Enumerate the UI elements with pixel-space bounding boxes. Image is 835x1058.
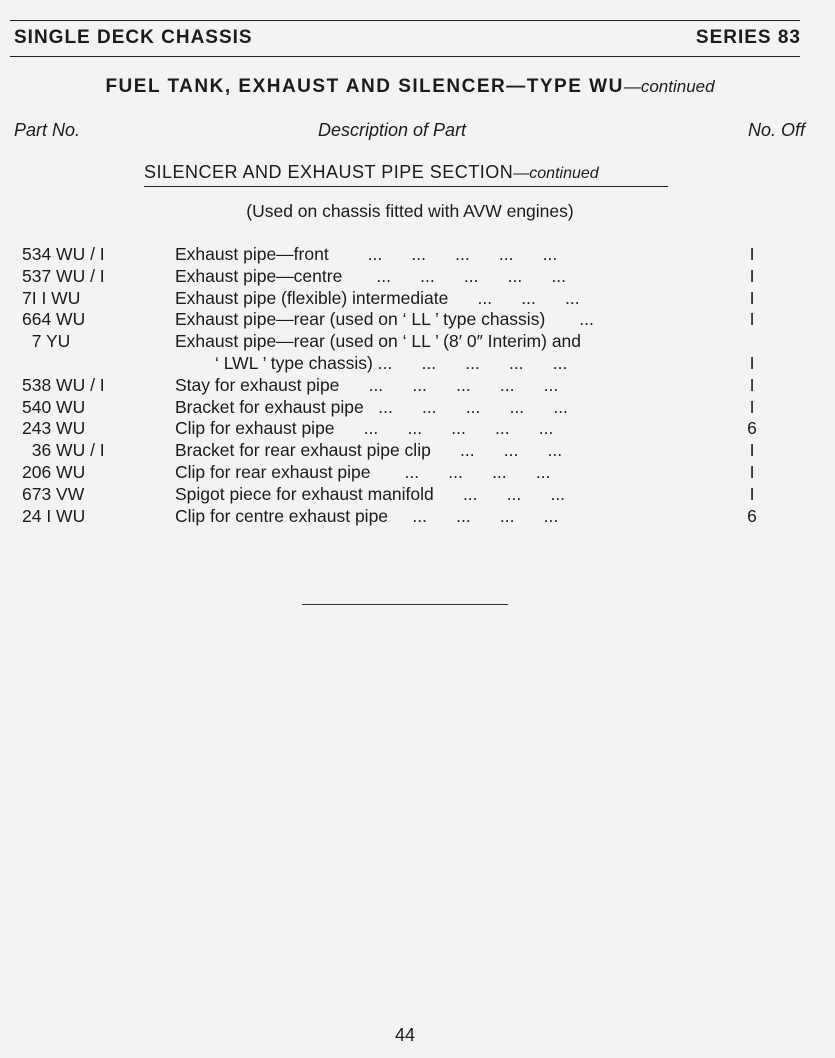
table-row <box>0 266 835 288</box>
section-title-main: SILENCER AND EXHAUST PIPE SECTION <box>144 162 514 182</box>
table-row <box>0 331 835 375</box>
part-description-continuation: ‘ LWL ’ type chassis) ... ... ... ... ... <box>215 352 568 373</box>
page-number: 44 <box>394 1025 416 1045</box>
part-description-line: Exhaust pipe—front ... ... ... ... ... <box>175 244 558 264</box>
part-number: 664 WU <box>22 309 86 330</box>
part-description <box>175 288 695 310</box>
part-number: 673 VW <box>22 483 85 504</box>
section-title-continued: —continued <box>513 165 599 182</box>
section-underline <box>144 186 668 187</box>
column-header-part-no: Part No. <box>14 120 81 140</box>
end-of-list-rule <box>302 604 508 605</box>
series-heading: SERIES 83 <box>695 27 801 48</box>
table-row <box>0 288 835 310</box>
quantity: I <box>749 309 755 330</box>
quantity: I <box>749 265 755 286</box>
page-title-continued: —continued <box>623 77 715 96</box>
page-title <box>0 76 820 98</box>
table-row <box>0 309 835 331</box>
quantity: I <box>749 287 755 308</box>
part-description <box>175 244 695 266</box>
part-description <box>175 506 695 528</box>
part-description-line: Exhaust pipe—rear (used on ‘ LL ’ (8′ 0″ Interim) and <box>175 331 582 352</box>
table-row <box>0 375 835 397</box>
part-number: 243 WU <box>22 418 86 439</box>
quantity: I <box>749 374 755 395</box>
page-title-main: FUEL TANK, EXHAUST AND SILENCER—TYPE WU <box>105 76 624 97</box>
header-top-rule <box>10 20 800 21</box>
section-title <box>144 162 599 183</box>
quantity: I <box>749 483 755 504</box>
part-description-line: Spigot piece for exhaust manifold ... ... ... <box>175 483 566 504</box>
column-header-description: Description of Part <box>318 120 467 140</box>
quantity: I <box>749 396 755 417</box>
part-number: 537 WU / I <box>22 265 105 286</box>
part-description-line: Bracket for rear exhaust pipe clip ... ... ... <box>175 440 563 461</box>
table-row <box>0 244 835 266</box>
part-number: 540 WU <box>22 396 86 417</box>
part-number: 36 WU / I <box>22 440 105 461</box>
part-description-line: Stay for exhaust pipe ... ... ... ... ... <box>175 374 559 395</box>
part-description-line: Bracket for exhaust pipe ... ... ... ... ... <box>175 396 568 417</box>
part-description-line: Exhaust pipe—centre ... ... ... ... ... <box>175 265 566 286</box>
part-number: 206 WU <box>22 461 86 482</box>
table-row <box>0 506 835 528</box>
quantity: I <box>749 461 755 482</box>
part-description <box>175 331 695 375</box>
quantity: 6 <box>747 418 757 439</box>
quantity: 6 <box>747 505 757 526</box>
header-bottom-rule <box>10 56 800 57</box>
table-row <box>0 462 835 484</box>
parts-list <box>0 244 835 527</box>
table-row <box>0 484 835 506</box>
part-number: 7I I WU <box>22 287 81 308</box>
part-description <box>175 440 695 462</box>
part-description-line: Clip for exhaust pipe ... ... ... ... ... <box>175 418 554 439</box>
part-number: 24 I WU <box>22 505 86 526</box>
part-description-line: Clip for centre exhaust pipe ... ... ... ... <box>175 505 559 526</box>
part-description <box>175 375 695 397</box>
part-description <box>175 397 695 419</box>
table-row <box>0 397 835 419</box>
section-note: (Used on chassis fitted with AVW engines) <box>246 201 574 221</box>
part-description-line: Clip for rear exhaust pipe ... ... ... ... <box>175 461 551 482</box>
quantity: I <box>749 352 755 373</box>
table-row <box>0 440 835 462</box>
part-description-line: Exhaust pipe—rear (used on ‘ LL ’ type chassis) ... <box>175 309 594 330</box>
part-description <box>175 462 695 484</box>
part-description <box>175 266 695 288</box>
part-number: 538 WU / I <box>22 374 105 395</box>
column-header-no-off: No. Off <box>747 120 805 140</box>
chassis-heading: SINGLE DECK CHASSIS <box>14 27 253 48</box>
part-description-line: Exhaust pipe (flexible) intermediate ... ... ... <box>175 287 580 308</box>
part-description <box>175 484 695 506</box>
quantity: I <box>749 244 755 264</box>
part-description <box>175 418 695 440</box>
part-description <box>175 309 695 331</box>
part-number: 7 YU <box>22 331 71 352</box>
quantity: I <box>749 440 755 461</box>
table-row <box>0 418 835 440</box>
part-number: 534 WU / I <box>22 244 105 264</box>
